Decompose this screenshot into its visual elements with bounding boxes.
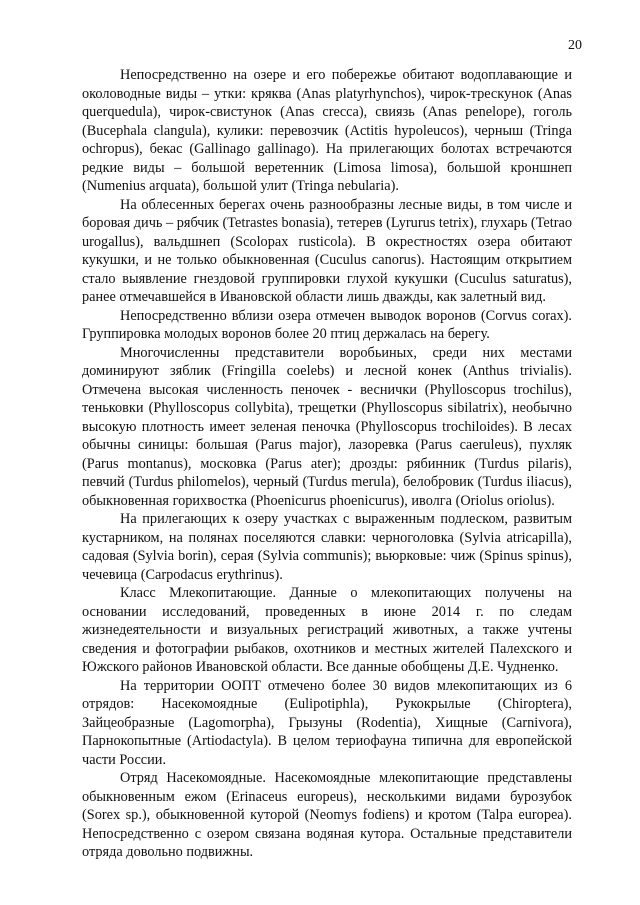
paragraph-mammals-class: Класс Млекопитающие. Данные о млекопитающих получены на основании исследований, проведенных в июне 2014 г. по следам жизнедеятельности и визуальных регистраций животных, а также учтены сведения и фотографии рыбаков, охотников и местных жителей Палехского и Южского районов Ивановской области. Все данные обобщены Д.Е. Чудненко. bbox=[82, 585, 572, 675]
paragraph-passerines: Многочисленны представители воробьиных, среди них местами доминируют зяблик (Fringilla coelebs) и лесной конек (Anthus trivialis). Отмечена высокая численность пеночек - веснички (Phylloscopus trochilus), теньковки (Phylloscopus collybita), трещетки (Phylloscopus sibilatrix), необычно высокую плотность имеет зеленая пеночка (Phylloscopus trochiloides). В лесах обычны синицы: большая (Parus major), лазоревка (Parus caeruleus), пухляк (Parus montanus), московка (Parus ater); дрозды: рябинник (Turdus pilaris), певчий (Turdus philomelos), черный (Turdus merula), белобровик (Turdus iliacus), обыкновенная горихвостка (Phoenicurus phoenicurus), иволга (Oriolus oriolus). bbox=[82, 344, 572, 509]
paragraph-insectivores: Отряд Насекомоядные. Насекомоядные млекопитающие представлены обыкновенным ежом (Erinaceus europeus), несколькими видами бурозубок (Sorex sp.), обыкновенной куторой (Neomys fodiens) и кротом (Talpa europea). Непосредственно с озером связана водяная кутора. Остальные представители отряда довольно подвижны. bbox=[82, 770, 572, 860]
paragraph-mammal-orders: На территории ООПТ отмечено более 30 видов млекопитающих из 6 отрядов: Насекомоядные (Eulipotiphla), Рукокрылые (Chiroptera), Зайцеобразные (Lagomorpha), Грызуны (Rodentia), Хищные (Carnivora), Парнокопытные (Artiodactyla). В целом териофауна типична для европейской части России. bbox=[82, 677, 572, 768]
page-body bbox=[82, 66, 572, 862]
paragraph-ravens: Непосредственно вблизи озера отмечен выводок воронов (Corvus corax). Группировка молодых воронов более 20 птиц держалась на берегу. bbox=[82, 307, 572, 342]
paragraph-warblers: На прилегающих к озеру участках с выраженным подлеском, развитым кустарником, на полянах поселяются славки: черноголовка (Sylvia atricapilla), садовая (Sylvia borin), серая (Sylvia communis); вьюрковые: чиж (Spinus spinus), чечевица (Carpodacus erythrinus). bbox=[82, 511, 572, 583]
paragraph-forest-birds: На облесенных берегах очень разнообразны лесные виды, в том числе и боровая дичь – рябчик (Tetrastes bonasia), тетерев (Lyrurus tetrix), глухарь (Tetrao urogallus), вальдшнеп (Scolopax rusticola). В окрестностях озера обитают кукушки, и не только обыкновенная (Cuculus canorus). Настоящим открытием стало выявление гнездовой группировки глухой кукушки (Cuculus saturatus), ранее отмечавшейся в Ивановской области лишь дважды, как залетный вид. bbox=[82, 196, 572, 305]
paragraph-waterfowl: Непосредственно на озере и его побережье обитают водоплавающие и околоводные виды – утки: кряква (Anas platyrhynchos), чирок-трескунок (Anas querquedula), чирок-свистунок (Anas crecca), свиязь (Anas penelope), гоголь (Bucephala clangula), кулики: перевозчик (Actitis hypoleucos), черныш (Tringa ochropus), бекас (Gallinago gallinago). На прилегающих болотах встречаются редкие виды – большой веретенник (Limosa limosa), большой кроншнеп (Numenius arquata), большой улит (Tringa nebularia). bbox=[82, 67, 572, 194]
page-number: 20 bbox=[568, 38, 582, 53]
